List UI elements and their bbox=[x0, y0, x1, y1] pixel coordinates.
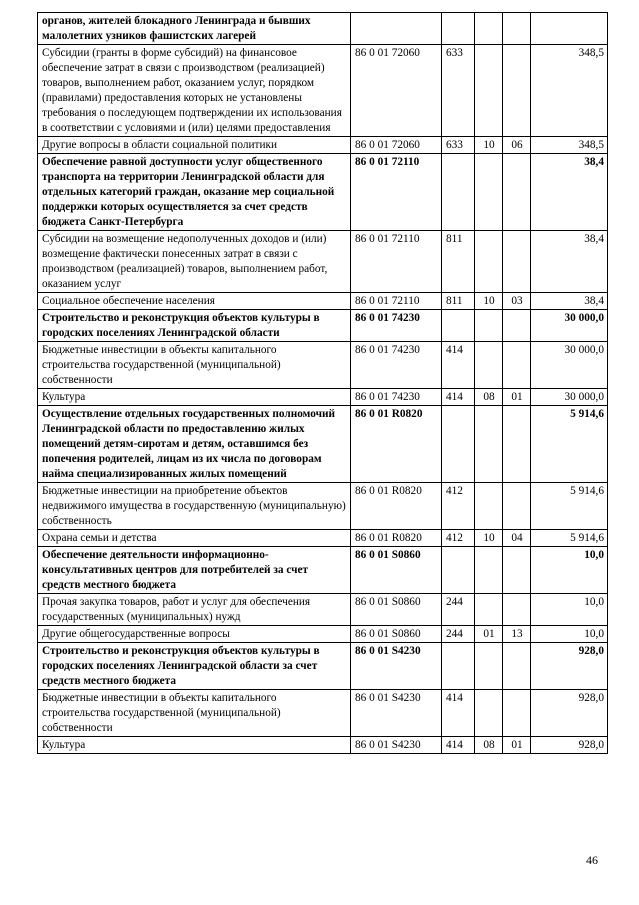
description-cell: Бюджетные инвестиции на приобретение объектов недвижимого имущества в государственную (муниципальную) собственность bbox=[38, 483, 351, 530]
table-row bbox=[38, 626, 608, 643]
section-cell: 08 bbox=[475, 389, 503, 406]
target-code-cell bbox=[351, 13, 442, 45]
expense-type-cell: 633 bbox=[442, 45, 475, 137]
amount-cell: 38,4 bbox=[531, 231, 608, 293]
amount-cell: 5 914,6 bbox=[531, 483, 608, 530]
budget-table bbox=[37, 12, 608, 754]
table-row bbox=[38, 690, 608, 737]
description-cell: Бюджетные инвестиции в объекты капитального строительства государственной (муниципальной) собственности bbox=[38, 342, 351, 389]
section-cell bbox=[475, 231, 503, 293]
description-cell: Другие общегосударственные вопросы bbox=[38, 626, 351, 643]
subsection-cell bbox=[503, 547, 531, 594]
expense-type-cell bbox=[442, 13, 475, 45]
section-cell bbox=[475, 643, 503, 690]
target-code-cell: 86 0 01 74230 bbox=[351, 342, 442, 389]
expense-type-cell bbox=[442, 154, 475, 231]
table-row bbox=[38, 13, 608, 45]
expense-type-cell: 244 bbox=[442, 626, 475, 643]
amount-cell: 928,0 bbox=[531, 643, 608, 690]
amount-cell: 10,0 bbox=[531, 547, 608, 594]
subsection-cell bbox=[503, 310, 531, 342]
subsection-cell bbox=[503, 45, 531, 137]
amount-cell: 10,0 bbox=[531, 594, 608, 626]
table-row bbox=[38, 45, 608, 137]
amount-cell: 5 914,6 bbox=[531, 406, 608, 483]
table-row bbox=[38, 154, 608, 231]
amount-cell: 5 914,6 bbox=[531, 530, 608, 547]
target-code-cell: 86 0 01 74230 bbox=[351, 310, 442, 342]
description-cell: Культура bbox=[38, 737, 351, 754]
description-cell: Социальное обеспечение населения bbox=[38, 293, 351, 310]
amount-cell: 30 000,0 bbox=[531, 342, 608, 389]
section-cell bbox=[475, 483, 503, 530]
amount-cell: 38,4 bbox=[531, 293, 608, 310]
table-row bbox=[38, 483, 608, 530]
expense-type-cell: 412 bbox=[442, 530, 475, 547]
section-cell bbox=[475, 547, 503, 594]
expense-type-cell bbox=[442, 547, 475, 594]
target-code-cell: 86 0 01 R0820 bbox=[351, 530, 442, 547]
subsection-cell: 01 bbox=[503, 389, 531, 406]
section-cell: 01 bbox=[475, 626, 503, 643]
target-code-cell: 86 0 01 72060 bbox=[351, 137, 442, 154]
target-code-cell: 86 0 01 72060 bbox=[351, 45, 442, 137]
target-code-cell: 86 0 01 R0820 bbox=[351, 406, 442, 483]
table-row bbox=[38, 530, 608, 547]
expense-type-cell: 414 bbox=[442, 342, 475, 389]
expense-type-cell bbox=[442, 643, 475, 690]
amount-cell: 10,0 bbox=[531, 626, 608, 643]
section-cell: 10 bbox=[475, 293, 503, 310]
description-cell: органов, жителей блокадного Ленинграда и бывших малолетних узников фашистских лагерей bbox=[38, 13, 351, 45]
section-cell: 08 bbox=[475, 737, 503, 754]
table-row bbox=[38, 389, 608, 406]
table-row bbox=[38, 342, 608, 389]
section-cell bbox=[475, 13, 503, 45]
subsection-cell bbox=[503, 342, 531, 389]
subsection-cell: 03 bbox=[503, 293, 531, 310]
section-cell: 10 bbox=[475, 530, 503, 547]
section-cell bbox=[475, 342, 503, 389]
table-row bbox=[38, 406, 608, 483]
target-code-cell: 86 0 01 S4230 bbox=[351, 737, 442, 754]
target-code-cell: 86 0 01 S0860 bbox=[351, 547, 442, 594]
amount-cell bbox=[531, 13, 608, 45]
section-cell bbox=[475, 406, 503, 483]
subsection-cell bbox=[503, 483, 531, 530]
table-row bbox=[38, 310, 608, 342]
target-code-cell: 86 0 01 S4230 bbox=[351, 690, 442, 737]
description-cell: Осуществление отдельных государственных полномочий Ленинградской области по предоставлению жилых помещений детям-сиротам и детям, оставшимся без попечения родителей, лицам из их числа по договорам найма специализированных жилых помещений bbox=[38, 406, 351, 483]
section-cell: 10 bbox=[475, 137, 503, 154]
table-row bbox=[38, 231, 608, 293]
subsection-cell bbox=[503, 406, 531, 483]
description-cell: Строительство и реконструкция объектов культуры в городских поселениях Ленинградской области за счет средств местного бюджета bbox=[38, 643, 351, 690]
expense-type-cell: 633 bbox=[442, 137, 475, 154]
subsection-cell: 04 bbox=[503, 530, 531, 547]
subsection-cell bbox=[503, 690, 531, 737]
amount-cell: 30 000,0 bbox=[531, 389, 608, 406]
section-cell bbox=[475, 310, 503, 342]
target-code-cell: 86 0 01 R0820 bbox=[351, 483, 442, 530]
page-number: 46 bbox=[586, 853, 598, 867]
target-code-cell: 86 0 01 S0860 bbox=[351, 626, 442, 643]
amount-cell: 928,0 bbox=[531, 690, 608, 737]
expense-type-cell: 414 bbox=[442, 389, 475, 406]
amount-cell: 928,0 bbox=[531, 737, 608, 754]
amount-cell: 30 000,0 bbox=[531, 310, 608, 342]
description-cell: Обеспечение равной доступности услуг общественного транспорта на территории Ленинградской области для отдельных категорий граждан, оказание мер социальной поддержки которых осуществляется за счет средств бюджета Санкт-Петербурга bbox=[38, 154, 351, 231]
expense-type-cell: 811 bbox=[442, 231, 475, 293]
target-code-cell: 86 0 01 72110 bbox=[351, 231, 442, 293]
target-code-cell: 86 0 01 S4230 bbox=[351, 643, 442, 690]
section-cell bbox=[475, 594, 503, 626]
amount-cell: 348,5 bbox=[531, 45, 608, 137]
subsection-cell bbox=[503, 643, 531, 690]
expense-type-cell: 412 bbox=[442, 483, 475, 530]
table-row bbox=[38, 737, 608, 754]
table-row bbox=[38, 643, 608, 690]
subsection-cell: 01 bbox=[503, 737, 531, 754]
subsection-cell: 13 bbox=[503, 626, 531, 643]
description-cell: Другие вопросы в области социальной политики bbox=[38, 137, 351, 154]
description-cell: Бюджетные инвестиции в объекты капитального строительства государственной (муниципальной) собственности bbox=[38, 690, 351, 737]
section-cell bbox=[475, 154, 503, 231]
description-cell: Охрана семьи и детства bbox=[38, 530, 351, 547]
table-row bbox=[38, 547, 608, 594]
subsection-cell bbox=[503, 13, 531, 45]
description-cell: Строительство и реконструкция объектов культуры в городских поселениях Ленинградской области bbox=[38, 310, 351, 342]
subsection-cell bbox=[503, 231, 531, 293]
subsection-cell: 06 bbox=[503, 137, 531, 154]
target-code-cell: 86 0 01 72110 bbox=[351, 154, 442, 231]
expense-type-cell bbox=[442, 406, 475, 483]
description-cell: Культура bbox=[38, 389, 351, 406]
budget-table-body bbox=[38, 13, 608, 754]
table-row bbox=[38, 293, 608, 310]
subsection-cell bbox=[503, 154, 531, 231]
target-code-cell: 86 0 01 S0860 bbox=[351, 594, 442, 626]
expense-type-cell: 414 bbox=[442, 690, 475, 737]
section-cell bbox=[475, 45, 503, 137]
target-code-cell: 86 0 01 72110 bbox=[351, 293, 442, 310]
expense-type-cell: 414 bbox=[442, 737, 475, 754]
amount-cell: 38,4 bbox=[531, 154, 608, 231]
subsection-cell bbox=[503, 594, 531, 626]
section-cell bbox=[475, 690, 503, 737]
target-code-cell: 86 0 01 74230 bbox=[351, 389, 442, 406]
description-cell: Прочая закупка товаров, работ и услуг для обеспечения государственных (муниципальных) нужд bbox=[38, 594, 351, 626]
description-cell: Обеспечение деятельности информационно-консультативных центров для потребителей за счет средств местного бюджета bbox=[38, 547, 351, 594]
amount-cell: 348,5 bbox=[531, 137, 608, 154]
expense-type-cell: 811 bbox=[442, 293, 475, 310]
table-row bbox=[38, 137, 608, 154]
expense-type-cell bbox=[442, 310, 475, 342]
description-cell: Субсидии на возмещение недополученных доходов и (или) возмещение фактически понесенных затрат в связи с производством (реализацией) товаров, выполнением работ, оказанием услуг bbox=[38, 231, 351, 293]
description-cell: Субсидии (гранты в форме субсидий) на финансовое обеспечение затрат в связи с производством (реализацией) товаров, выполнением работ, оказанием услуг, порядком (правилами) предоставления которых не установлены требования о последующем подтверждении их использования в соответствии с условиями и (или) целями предоставления bbox=[38, 45, 351, 137]
table-row bbox=[38, 594, 608, 626]
expense-type-cell: 244 bbox=[442, 594, 475, 626]
